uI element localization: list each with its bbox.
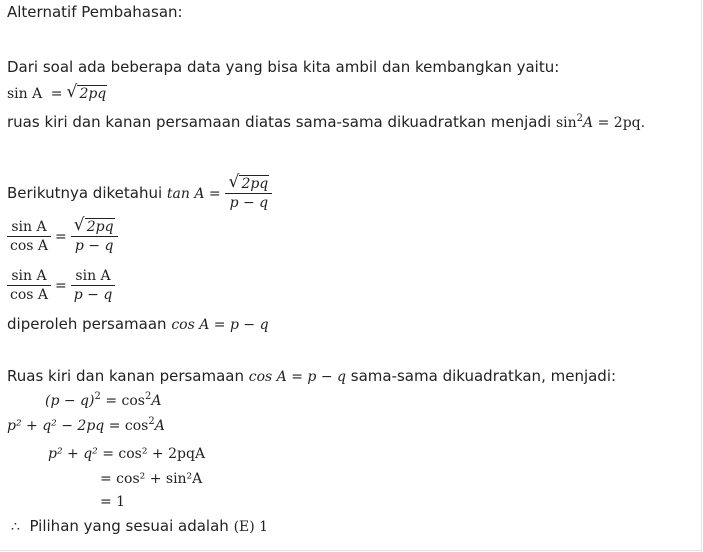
fraction-numerator: sin A xyxy=(11,268,47,284)
fraction-denominator: p − q xyxy=(71,236,118,255)
ruas-eq: cos A = p − q xyxy=(248,369,346,385)
sin-fn: sin xyxy=(555,115,577,131)
right-fraction xyxy=(71,215,118,255)
square-step-equation xyxy=(556,115,645,131)
derivation-lhs: p² + q² − 2pq xyxy=(7,418,105,434)
fraction-numerator: sin A xyxy=(75,268,111,284)
derived-eq: cos A = p − q xyxy=(171,317,269,333)
tan-lhs: tan A = xyxy=(166,186,221,202)
equals-sign: = xyxy=(55,229,67,245)
var-a: A xyxy=(151,393,162,409)
exponent: 2 xyxy=(94,391,101,402)
square-step-text: ruas kiri dan kanan persamaan diatas sama-sama dikuadratkan menjadi xyxy=(7,113,552,131)
right-fraction xyxy=(71,267,116,304)
ruas-text-before: Ruas kiri dan kanan persamaan xyxy=(7,367,244,385)
derivation-rhs: = 1 xyxy=(100,494,126,510)
fraction-numerator xyxy=(225,172,272,193)
derivation-rhs: = cos xyxy=(108,418,149,434)
heading: Alternatif Pembahasan: xyxy=(7,3,183,21)
derivation-rhs: = cos² + 2pqA xyxy=(102,446,206,462)
fraction-denominator: p − q xyxy=(225,193,272,212)
tan-fraction xyxy=(225,172,272,212)
fraction-denominator: p − q xyxy=(71,285,116,304)
derivation-rhs: = cos xyxy=(105,393,145,409)
exponent: 2 xyxy=(576,113,584,124)
conclusion xyxy=(11,516,268,537)
conclusion-answer: (E) 1 xyxy=(233,519,269,535)
given-lhs: sin A xyxy=(7,86,43,102)
fraction-denominator: cos A xyxy=(7,236,51,255)
exponent: 2 xyxy=(144,391,152,402)
derivation-lhs: (p − q) xyxy=(45,393,95,409)
fraction-denominator: cos A xyxy=(7,285,51,304)
therefore-icon: ∴ xyxy=(11,519,20,535)
radicand: 2pq xyxy=(241,176,269,192)
fraction-numerator: sin A xyxy=(11,219,47,235)
derivation-row-5 xyxy=(100,492,125,512)
var-a: A xyxy=(154,418,165,434)
radical-symbol: √ xyxy=(228,172,240,192)
derivation-lhs: p² + q² xyxy=(48,446,98,462)
sqrt-2pq xyxy=(228,172,269,193)
derivation-row-2 xyxy=(7,416,165,438)
frac-step-2 xyxy=(7,267,115,304)
derived-equation xyxy=(7,314,269,335)
intro-text: Dari soal ada beberapa data yang bisa kita ambil dan kembangkan yaitu: xyxy=(7,58,560,76)
square-step-rhs: = 2pq. xyxy=(597,115,646,131)
equals-sign: = xyxy=(50,86,63,102)
exponent: 2 xyxy=(148,416,155,427)
derivation-row-1 xyxy=(45,391,161,413)
square-step xyxy=(7,112,645,135)
sqrt-2pq xyxy=(73,215,115,236)
derivation-row-4 xyxy=(100,469,202,489)
ruas-text-after: sama-sama dikuadratkan, menjadi: xyxy=(350,367,617,385)
ruas-step xyxy=(7,366,616,387)
radical-symbol: √ xyxy=(73,215,85,235)
sqrt-2pq xyxy=(66,84,107,104)
derivation-rhs: = cos² + sin²A xyxy=(100,471,203,487)
radicand: 2pq xyxy=(79,86,107,102)
var-a: A xyxy=(583,115,594,131)
equals-sign: = xyxy=(55,278,67,294)
radical-symbol: √ xyxy=(66,82,78,102)
conclusion-text: Pilihan yang sesuai adalah xyxy=(29,517,229,535)
left-fraction xyxy=(7,267,51,304)
tan-step xyxy=(7,163,272,224)
tan-step-text: Berikutnya diketahui xyxy=(7,184,163,202)
fraction-numerator xyxy=(71,215,118,236)
frac-step-1 xyxy=(7,215,118,255)
derived-text: diperoleh persamaan xyxy=(7,315,167,333)
given-equation xyxy=(7,84,107,104)
left-fraction xyxy=(7,218,51,255)
radicand: 2pq xyxy=(86,219,114,235)
derivation-row-3 xyxy=(48,444,205,464)
